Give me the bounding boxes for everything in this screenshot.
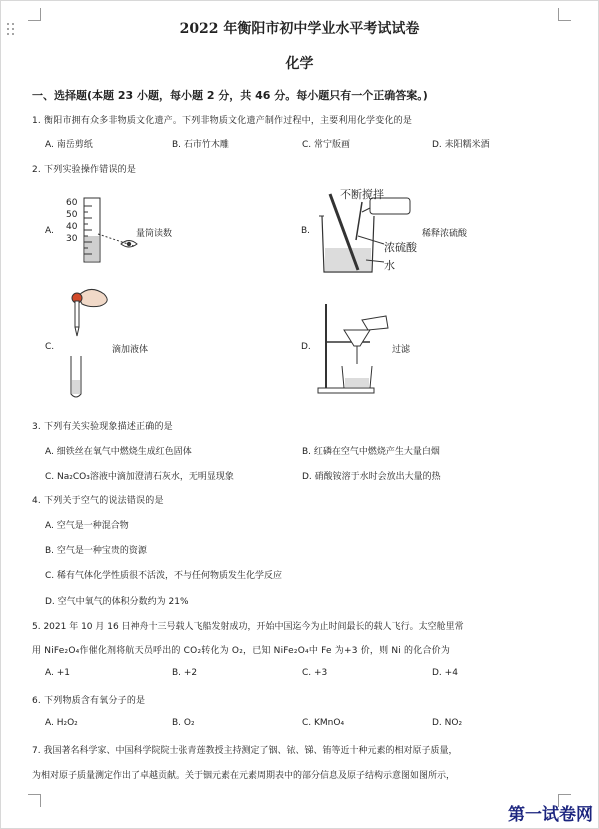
q2-d-letter: D.	[301, 342, 311, 352]
water-label: 水	[384, 259, 395, 272]
q5-option-c: C. +3	[302, 668, 328, 678]
q3-option-b: B. 红磷在空气中燃烧产生大量白烟	[302, 447, 440, 457]
q1-option-a: A. 南岳剪纸	[45, 140, 93, 150]
cylinder-tick-labels: 60 50 40 30	[66, 198, 78, 244]
q2-c-caption: 滴加液体	[112, 345, 149, 355]
q6-option-d: D. NO₂	[432, 718, 463, 728]
q5-stem-line1: 5. 2021 年 10 月 16 日神舟十三号载人飞船发射成功，开始中国迄今为止时间最长的载人飞行。太空舱里常	[32, 622, 464, 632]
q6-option-b: B. O₂	[172, 718, 195, 728]
q2-b-letter: B.	[301, 226, 311, 236]
q2-c-letter: C.	[45, 342, 55, 352]
q2-a-letter: A.	[45, 226, 54, 236]
q5-option-a: A. +1	[45, 668, 70, 678]
q2-b-caption: 稀释浓硫酸	[422, 229, 468, 239]
q1-stem: 1. 衡阳市拥有众多非物质文化遗产。下列非物质文化遗产制作过程中，主要利用化学变化的是	[32, 116, 413, 126]
dilution-beaker-figure	[318, 190, 428, 280]
eye-icon	[120, 238, 138, 250]
exam-title: 2022 年衡阳市初中学业水平考试试卷	[179, 21, 420, 37]
section-heading: 一、选择题(本题 23 小题，每小题 2 分，共 46 分。每小题只有一个正确答案。)	[32, 89, 428, 102]
watermark-logo: 第一试卷网	[508, 805, 593, 825]
q2-d-caption: 过滤	[392, 345, 411, 355]
q7-stem-line1: 7. 我国著名科学家、中国科学院院士张青莲教授主持测定了铟、铱、锑、铕等近十种元素的相对原子质量，	[32, 746, 458, 756]
q5-option-d: D. +4	[432, 668, 458, 678]
q5-option-b: B. +2	[172, 668, 198, 678]
q6-option-c: C. KMnO₄	[302, 718, 345, 728]
filtration-apparatus-figure	[316, 300, 396, 396]
q3-option-c: C. Na₂CO₃溶液中滴加澄清石灰水，无明显现象	[45, 472, 234, 482]
dropper-test-tube-figure	[60, 286, 120, 402]
q4-option-a: A. 空气是一种混合物	[45, 521, 129, 531]
acid-label: 浓硫酸	[384, 241, 417, 254]
q1-option-b: B. 石市竹木雕	[172, 140, 229, 150]
q1-option-d: D. 耒阳糯米酒	[432, 140, 490, 150]
q2-a-caption: 量筒读数	[136, 229, 173, 239]
q1-option-c: C. 常宁版画	[302, 140, 351, 150]
q5-stem-line2: 用 NiFe₂O₄作催化剂将航天员呼出的 CO₂转化为 O₂，已知 NiFe₂O₄中 Fe 为+3 价，则 Ni 的化合价为	[32, 646, 451, 656]
q4-option-b: B. 空气是一种宝贵的资源	[45, 546, 147, 556]
q6-stem: 6. 下列物质含有氧分子的是	[32, 696, 146, 706]
q6-option-a: A. H₂O₂	[45, 718, 78, 728]
q3-stem: 3. 下列有关实验现象描述正确的是	[32, 422, 173, 432]
q4-option-c: C. 稀有气体化学性质很不活泼，不与任何物质发生化学反应	[45, 571, 283, 581]
q2-stem: 2. 下列实验操作错误的是	[32, 165, 137, 175]
q4-stem: 4. 下列关于空气的说法错误的是	[32, 496, 164, 506]
q3-option-d: D. 硝酸铵溶于水时会放出大量的热	[302, 472, 441, 482]
stir-label: 不断搅拌	[340, 188, 384, 201]
q4-option-d: D. 空气中氧气的体积分数约为 21%	[45, 597, 189, 607]
q7-stem-line2: 为相对原子质量测定作出了卓越贡献。关于铟元素在元素周期表中的部分信息及原子结构示意图如图所示，	[32, 771, 456, 781]
crop-mark-bottom-left	[28, 794, 41, 807]
q3-option-a: A. 细铁丝在氧气中燃烧生成红色固体	[45, 447, 192, 457]
subject-title: 化学	[285, 56, 314, 72]
